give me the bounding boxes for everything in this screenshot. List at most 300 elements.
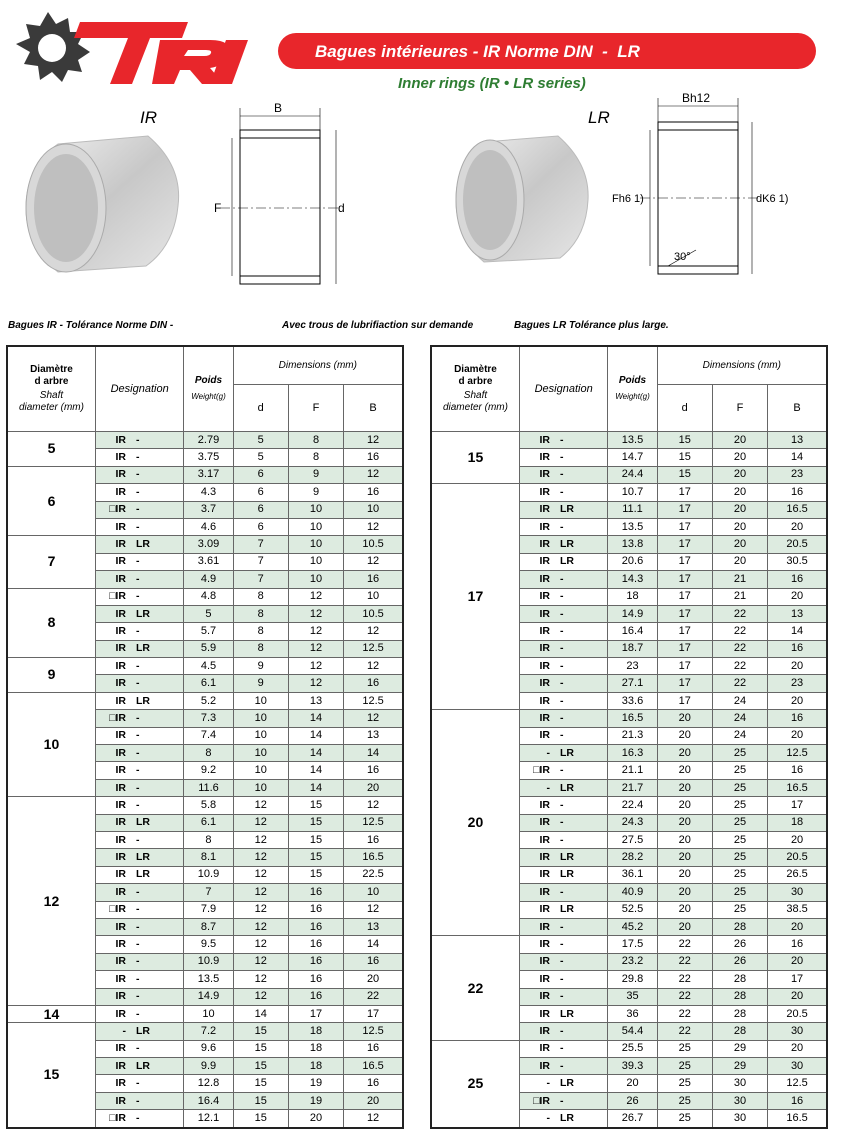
b-cell: 16	[344, 953, 403, 970]
table-row	[7, 692, 403, 709]
weight-cell: 13.5	[608, 518, 657, 535]
lr-code: -	[559, 590, 564, 603]
b-cell: 12.5	[344, 1023, 403, 1040]
lr-code: -	[559, 955, 564, 968]
lr-section-drawing	[610, 88, 810, 284]
designation-cell	[519, 1005, 607, 1022]
b-cell: 20	[768, 518, 827, 535]
weight-cell: 5.2	[184, 692, 233, 709]
ir-code: IR	[539, 607, 550, 620]
lr-angle: 30°	[674, 251, 691, 263]
f-cell: 21	[712, 588, 767, 605]
header-F: F	[712, 385, 767, 432]
d-cell: 6	[233, 518, 288, 535]
b-cell: 16	[344, 675, 403, 692]
b-cell: 12	[344, 432, 403, 449]
lr-code: LR	[559, 538, 574, 551]
d-cell: 8	[233, 640, 288, 657]
weight-cell: 10	[184, 1005, 233, 1022]
ir-code: IR	[115, 572, 126, 585]
f-cell: 24	[712, 727, 767, 744]
weight-cell: 21.3	[608, 727, 657, 744]
lr-code: -	[559, 433, 564, 446]
lr-code: LR	[135, 1059, 150, 1072]
ir-code: IR	[115, 538, 126, 551]
f-cell: 12	[288, 675, 343, 692]
designation-cell	[95, 640, 183, 657]
d-cell: 12	[233, 814, 288, 831]
ir-code: □IR	[109, 1111, 126, 1124]
d-cell: 12	[233, 971, 288, 988]
designation-cell	[519, 623, 607, 640]
b-cell: 20	[768, 658, 827, 675]
table-row	[431, 936, 827, 953]
weight-cell: 20.6	[608, 553, 657, 570]
lr-code: -	[135, 555, 140, 568]
weight-cell: 16.4	[184, 1092, 233, 1109]
b-cell: 12	[344, 553, 403, 570]
f-cell: 15	[288, 797, 343, 814]
d-cell: 17	[657, 605, 712, 622]
ir-code: IR	[539, 920, 550, 933]
weight-cell: 6.1	[184, 814, 233, 831]
designation-cell	[519, 1023, 607, 1040]
lr-code: -	[559, 729, 564, 742]
ir-code: -	[546, 746, 550, 759]
designation-cell	[95, 1110, 183, 1128]
f-cell: 18	[288, 1023, 343, 1040]
weight-cell: 11.1	[608, 501, 657, 518]
d-cell: 17	[657, 553, 712, 570]
lr-dim-b: Bh12	[682, 91, 711, 105]
weight-cell: 4.3	[184, 484, 233, 501]
d-cell: 17	[657, 623, 712, 640]
d-cell: 12	[233, 884, 288, 901]
b-cell: 10	[344, 588, 403, 605]
d-cell: 25	[657, 1040, 712, 1057]
table-row	[7, 466, 403, 483]
d-cell: 7	[233, 571, 288, 588]
lr-code: -	[559, 624, 564, 637]
designation-cell	[519, 1040, 607, 1057]
header-d: d	[657, 385, 712, 432]
f-cell: 25	[712, 762, 767, 779]
d-cell: 20	[657, 814, 712, 831]
d-cell: 20	[657, 745, 712, 762]
designation-cell	[519, 501, 607, 518]
d-cell: 14	[233, 1005, 288, 1022]
b-cell: 16	[768, 936, 827, 953]
ir-code: IR	[115, 972, 126, 985]
designation-cell	[519, 762, 607, 779]
lr-code: -	[135, 1077, 140, 1090]
b-cell: 20.5	[768, 536, 827, 553]
lr-code: -	[135, 990, 140, 1003]
lr-code: -	[135, 903, 140, 916]
f-cell: 26	[712, 936, 767, 953]
ir-code: □IR	[533, 764, 550, 777]
f-cell: 28	[712, 918, 767, 935]
designation-cell	[95, 432, 183, 449]
d-cell: 10	[233, 727, 288, 744]
b-cell: 16	[768, 640, 827, 657]
f-cell: 18	[288, 1058, 343, 1075]
d-cell: 17	[657, 484, 712, 501]
d-cell: 17	[657, 658, 712, 675]
weight-cell: 29.8	[608, 971, 657, 988]
lr-code: -	[559, 1042, 564, 1055]
weight-cell: 23	[608, 658, 657, 675]
b-cell: 12	[344, 710, 403, 727]
ir-code: IR	[539, 885, 550, 898]
ir-code: IR	[539, 659, 550, 672]
lr-code: -	[135, 1007, 140, 1020]
weight-cell: 4.8	[184, 588, 233, 605]
lr-code: -	[135, 485, 140, 498]
f-cell: 29	[712, 1058, 767, 1075]
b-cell: 16.5	[768, 779, 827, 796]
ir-code: IR	[115, 607, 126, 620]
lr-code: LR	[559, 781, 574, 794]
lr-code: LR	[135, 816, 150, 829]
lr-code: -	[559, 990, 564, 1003]
lr-code: -	[135, 451, 140, 464]
f-cell: 9	[288, 466, 343, 483]
f-cell: 16	[288, 971, 343, 988]
weight-cell: 3.17	[184, 466, 233, 483]
lr-code: -	[559, 520, 564, 533]
weight-cell: 36	[608, 1005, 657, 1022]
header-B: B	[768, 385, 827, 432]
lr-code: LR	[559, 903, 574, 916]
lr-code: LR	[559, 1077, 574, 1090]
table-row	[7, 1023, 403, 1040]
b-cell: 12.5	[768, 1075, 827, 1092]
right-rings-table	[430, 345, 828, 1129]
d-cell: 22	[657, 953, 712, 970]
weight-cell: 40.9	[608, 884, 657, 901]
b-cell: 12.5	[768, 745, 827, 762]
weight-cell: 13.8	[608, 536, 657, 553]
lr-code: -	[135, 711, 140, 724]
d-cell: 7	[233, 553, 288, 570]
f-cell: 28	[712, 1023, 767, 1040]
designation-cell	[95, 884, 183, 901]
f-cell: 22	[712, 640, 767, 657]
b-cell: 22.5	[344, 866, 403, 883]
lr-code: -	[559, 798, 564, 811]
f-cell: 20	[288, 1110, 343, 1128]
lr-code: LR	[559, 851, 574, 864]
f-cell: 30	[712, 1110, 767, 1128]
ir-code: IR	[115, 485, 126, 498]
b-cell: 20	[344, 1092, 403, 1109]
weight-cell: 10.7	[608, 484, 657, 501]
b-cell: 16.5	[768, 501, 827, 518]
f-cell: 25	[712, 779, 767, 796]
designation-cell	[95, 484, 183, 501]
d-cell: 15	[657, 466, 712, 483]
d-cell: 6	[233, 484, 288, 501]
weight-cell: 36.1	[608, 866, 657, 883]
ir-code: □IR	[109, 503, 126, 516]
header-designation: Designation	[95, 346, 183, 432]
shaft-diameter-cell: 25	[431, 1040, 519, 1127]
header-weight: Poids Weight(g)	[184, 346, 233, 432]
b-cell: 16	[344, 1075, 403, 1092]
ir-section-drawing	[210, 98, 350, 288]
weight-cell: 35	[608, 988, 657, 1005]
b-cell: 14	[344, 745, 403, 762]
b-cell: 13	[344, 918, 403, 935]
ir-code: IR	[115, 990, 126, 1003]
lr-code: -	[135, 590, 140, 603]
weight-cell: 26.7	[608, 1110, 657, 1128]
ir-code: IR	[115, 677, 126, 690]
f-cell: 12	[288, 588, 343, 605]
d-cell: 20	[657, 797, 712, 814]
designation-cell	[519, 692, 607, 709]
weight-cell: 7.2	[184, 1023, 233, 1040]
d-cell: 12	[233, 936, 288, 953]
f-cell: 9	[288, 484, 343, 501]
ir-code: IR	[115, 433, 126, 446]
designation-cell	[519, 884, 607, 901]
b-cell: 16	[344, 831, 403, 848]
f-cell: 14	[288, 762, 343, 779]
ir-code: IR	[539, 711, 550, 724]
shaft-diameter-cell: 8	[7, 588, 95, 658]
weight-cell: 13.5	[608, 432, 657, 449]
ir-code: -	[546, 1111, 550, 1124]
weight-cell: 9.5	[184, 936, 233, 953]
designation-cell	[519, 553, 607, 570]
designation-cell	[95, 571, 183, 588]
b-cell: 22	[344, 988, 403, 1005]
d-cell: 17	[657, 640, 712, 657]
lr-label: LR	[588, 108, 610, 127]
f-cell: 12	[288, 658, 343, 675]
shaft-diameter-cell: 15	[7, 1023, 95, 1128]
lr-code: LR	[135, 851, 150, 864]
lr-dim-f: Fh6 1)	[612, 193, 644, 205]
weight-cell: 21.1	[608, 762, 657, 779]
ir-code: □IR	[533, 1094, 550, 1107]
designation-cell	[519, 466, 607, 483]
shaft-diameter-cell: 14	[7, 1005, 95, 1022]
ir-ring-image	[18, 126, 188, 276]
weight-cell: 23.2	[608, 953, 657, 970]
lr-code: LR	[559, 1007, 574, 1020]
left-rings-table	[6, 345, 404, 1129]
lr-code: -	[559, 920, 564, 933]
ir-code: IR	[539, 624, 550, 637]
designation-cell	[519, 901, 607, 918]
d-cell: 17	[657, 588, 712, 605]
tri-wordmark	[74, 22, 248, 84]
d-cell: 22	[657, 936, 712, 953]
d-cell: 12	[233, 953, 288, 970]
weight-cell: 14.9	[608, 605, 657, 622]
weight-cell: 7.9	[184, 901, 233, 918]
f-cell: 16	[288, 936, 343, 953]
f-cell: 24	[712, 692, 767, 709]
ir-code: IR	[539, 694, 550, 707]
weight-cell: 4.9	[184, 571, 233, 588]
b-cell: 16	[344, 1040, 403, 1057]
designation-cell	[519, 1058, 607, 1075]
designation-cell	[95, 1023, 183, 1040]
designation-cell	[519, 484, 607, 501]
ir-label: IR	[140, 108, 157, 127]
d-cell: 10	[233, 692, 288, 709]
b-cell: 14	[344, 936, 403, 953]
f-cell: 14	[288, 779, 343, 796]
lr-dim-d: dK6 1)	[756, 193, 789, 205]
f-cell: 20	[712, 501, 767, 518]
weight-cell: 16.3	[608, 745, 657, 762]
shaft-diameter-cell: 7	[7, 536, 95, 588]
designation-cell	[519, 1092, 607, 1109]
ir-code: IR	[539, 555, 550, 568]
designation-cell	[95, 1075, 183, 1092]
ir-code: IR	[115, 781, 126, 794]
ir-code: IR	[539, 590, 550, 603]
lr-code: -	[135, 433, 140, 446]
f-cell: 12	[288, 623, 343, 640]
ir-code: □IR	[109, 590, 126, 603]
designation-cell	[95, 710, 183, 727]
weight-cell: 52.5	[608, 901, 657, 918]
weight-cell: 27.1	[608, 675, 657, 692]
ir-code: IR	[115, 851, 126, 864]
lr-code: -	[559, 711, 564, 724]
ir-code: IR	[539, 433, 550, 446]
f-cell: 10	[288, 501, 343, 518]
ir-code: IR	[539, 972, 550, 985]
d-cell: 5	[233, 432, 288, 449]
weight-cell: 54.4	[608, 1023, 657, 1040]
d-cell: 12	[233, 831, 288, 848]
table-row	[431, 710, 827, 727]
ir-code: IR	[115, 451, 126, 464]
lr-code: -	[559, 885, 564, 898]
b-cell: 12.5	[344, 640, 403, 657]
ir-code: IR	[115, 694, 126, 707]
b-cell: 20	[768, 988, 827, 1005]
designation-cell	[95, 1040, 183, 1057]
ir-code: IR	[539, 1024, 550, 1037]
b-cell: 26.5	[768, 866, 827, 883]
lr-code: -	[135, 1042, 140, 1055]
ir-code: IR	[115, 555, 126, 568]
shaft-diameter-cell: 12	[7, 797, 95, 1006]
f-cell: 22	[712, 605, 767, 622]
table-row	[7, 588, 403, 605]
designation-cell	[95, 831, 183, 848]
b-cell: 20	[768, 588, 827, 605]
lr-code: -	[135, 955, 140, 968]
d-cell: 25	[657, 1075, 712, 1092]
f-cell: 16	[288, 884, 343, 901]
designation-cell	[519, 849, 607, 866]
table-row	[431, 432, 827, 449]
weight-cell: 33.6	[608, 692, 657, 709]
f-cell: 15	[288, 849, 343, 866]
weight-cell: 25.5	[608, 1040, 657, 1057]
weight-cell: 13.5	[184, 971, 233, 988]
designation-cell	[519, 588, 607, 605]
b-cell: 12	[344, 658, 403, 675]
designation-cell	[519, 814, 607, 831]
designation-cell	[95, 466, 183, 483]
weight-cell: 3.61	[184, 553, 233, 570]
d-cell: 17	[657, 501, 712, 518]
d-cell: 22	[657, 1005, 712, 1022]
b-cell: 12	[344, 797, 403, 814]
f-cell: 20	[712, 518, 767, 535]
f-cell: 25	[712, 831, 767, 848]
designation-cell	[95, 449, 183, 466]
table-row	[431, 1040, 827, 1057]
designation-cell	[95, 1058, 183, 1075]
lr-code: -	[135, 729, 140, 742]
weight-cell: 7.3	[184, 710, 233, 727]
ir-code: □IR	[109, 903, 126, 916]
b-cell: 30.5	[768, 553, 827, 570]
weight-cell: 7	[184, 884, 233, 901]
note-right: Bagues LR Tolérance plus large.	[514, 320, 669, 331]
page-subtitle: Inner rings (IR • LR series)	[398, 75, 586, 92]
d-cell: 20	[657, 901, 712, 918]
lr-code: -	[559, 642, 564, 655]
d-cell: 15	[657, 432, 712, 449]
ir-code: IR	[115, 798, 126, 811]
ir-code: IR	[539, 903, 550, 916]
b-cell: 20	[768, 953, 827, 970]
weight-cell: 28.2	[608, 849, 657, 866]
f-cell: 10	[288, 518, 343, 535]
b-cell: 20	[768, 831, 827, 848]
designation-cell	[95, 623, 183, 640]
lr-code: -	[135, 624, 140, 637]
ir-code: IR	[115, 938, 126, 951]
lr-code: LR	[559, 503, 574, 516]
d-cell: 9	[233, 675, 288, 692]
b-cell: 16	[768, 710, 827, 727]
designation-cell	[519, 988, 607, 1005]
lr-code: -	[135, 677, 140, 690]
ir-code: IR	[539, 1007, 550, 1020]
lr-code: -	[135, 798, 140, 811]
d-cell: 15	[233, 1092, 288, 1109]
designation-cell	[519, 936, 607, 953]
f-cell: 29	[712, 1040, 767, 1057]
f-cell: 16	[288, 988, 343, 1005]
shaft-diameter-cell: 20	[431, 710, 519, 936]
weight-cell: 12.1	[184, 1110, 233, 1128]
d-cell: 10	[233, 779, 288, 796]
header-designation: Designation	[519, 346, 607, 432]
designation-cell	[519, 797, 607, 814]
f-cell: 8	[288, 449, 343, 466]
designation-cell	[95, 727, 183, 744]
lr-code: -	[559, 972, 564, 985]
b-cell: 23	[768, 675, 827, 692]
d-cell: 5	[233, 449, 288, 466]
lr-code: -	[135, 885, 140, 898]
d-cell: 15	[233, 1023, 288, 1040]
